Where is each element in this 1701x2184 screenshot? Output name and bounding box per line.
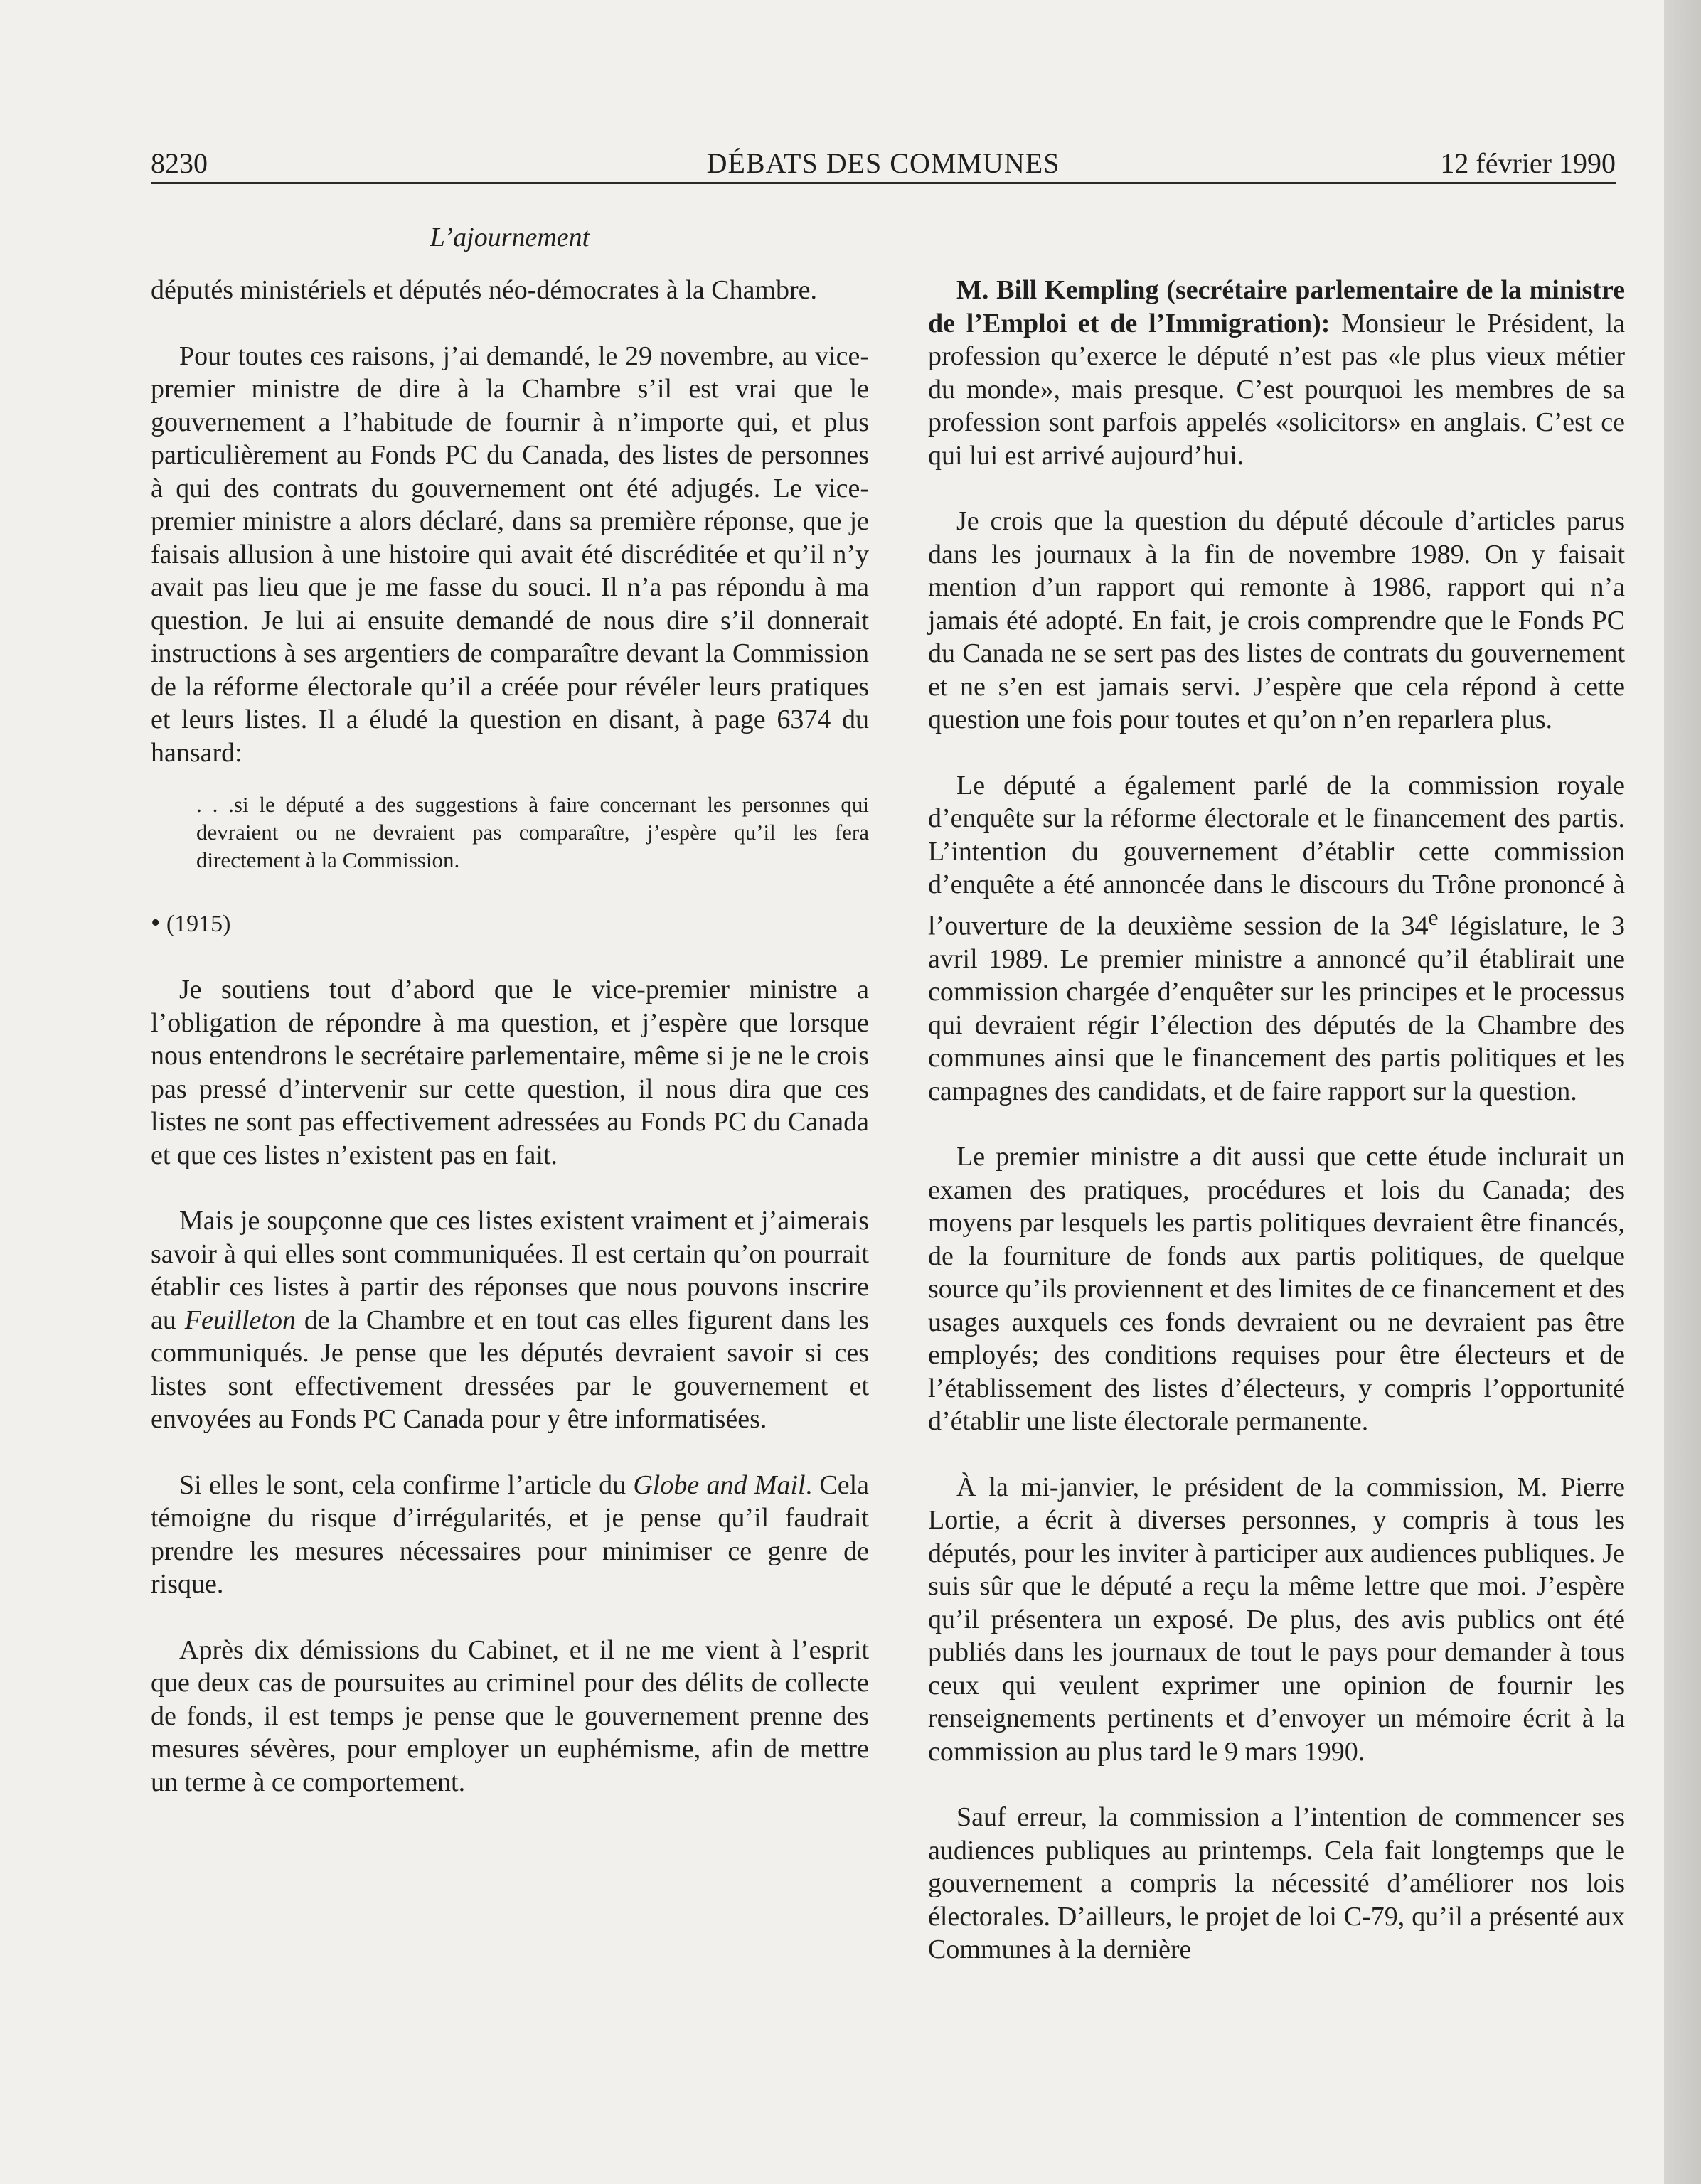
paragraph (928, 274, 1625, 472)
block-quote: . . .si le député a des suggestions à faire concernant les personnes qui devraient ou ne devraient pas comparaître, j’espère qu’il les fera directement à la Commission. (196, 792, 869, 872)
ordinal-superscript: e (1428, 904, 1439, 930)
paragraph: Le premier ministre a dit aussi que cette étude inclurait un examen des pratiques, procédures et lois du Canada; des moyens par lesquels les partis politiques devraient être financés, de la fourniture de fonds aux partis politiques, de quelque source qu’ils proviennent et des limites de ce financement et des usages auxquels ces fonds devraient ou ne devraient pas être employés; des conditions requises pour être électeurs et de l’établissement des listes d’électeurs, y compris l’opportunité d’établir une liste électorale permanente. (928, 1142, 1625, 1437)
paragraph-text: Monsieur le Président, la profession qu’exerce le député n’est pas «le plus vieux métier du monde», mais presque. C’est pourquoi les membres de sa profession sont parfois appelés «solicitors» en anglais. C’est ce qui lui est arrivé aujourd’hui. (928, 308, 1625, 471)
paragraph: À la mi-janvier, le président de la commission, M. Pierre Lortie, a écrit à diverses personnes, y compris à tous les députés, pour les inviter à participer aux audiences publiques. Je suis sûr que le député a reçu la même lettre que moi. J’espère qu’il présentera un exposé. De plus, des avis publics ont été publiés dans les journaux de tout le pays pour demander à tous ceux qui veulent exprimer une opinion de fournir les renseignements pertinents et d’envoyer un mémoire écrit à la commission au plus tard le 9 mars 1990. (928, 1472, 1625, 1767)
paragraph: députés ministériels et députés néo-démocrates à la Chambre. (151, 275, 818, 305)
paragraph-text: de la Chambre et en tout cas elles figurent dans les communiqués. Je pense que les députés devraient savoir si ces listes sont effectivement dressées par le gouvernement et envoyées au Fonds PC Canada pour y être informatisées. (151, 1305, 869, 1434)
right-column (928, 274, 1625, 1966)
left-column (151, 274, 869, 1799)
paragraph: Sauf erreur, la commission a l’intention de commencer ses audiences publiques au printemps. Cela fait longtemps que le gouvernement a compris la nécessité d’améliorer nos lois électorales. D’ailleurs, le projet de loi C-79, qu’il a présenté aux Communes à la dernière (928, 1802, 1625, 1965)
paragraph: Après dix démissions du Cabinet, et il ne me vient à l’esprit que deux cas de poursuites au criminel pour des délits de collecte de fonds, il est temps je pense que le gouvernement prenne des mesures sévères, pour employer un euphémisme, afin de mettre un terme à ce comportement. (151, 1634, 869, 1797)
running-header (151, 145, 1616, 182)
header-date: 12 février 1990 (1440, 147, 1616, 179)
paragraph: Je crois que la question du député découle d’articles parus dans les journaux à la fin de novembre 1989. On y faisait mention d’un rapport qui remonte à 1986, rapport qui n’a jamais été adopté. En fait, je crois comprendre que le Fonds PC du Canada ne se sert pas des listes de contrats du gouvernement et ne s’en est jamais servi. J’espère que cela répond à cette question une fois pour toutes et qu’on n’en reparlera plus. (928, 506, 1625, 734)
paragraph-text: Le député a également parlé de la commission royale d’enquête sur la réforme électorale et le financement des partis. L’intention du gouvernement d’établir cette commission d’enquête a été annoncée dans le discours du Trône prononcé à l’ouverture de la deuxième session de la 34 (928, 770, 1625, 941)
paragraph-text: . Cela témoigne du risque d’irrégularités, et je pense qu’il faudrait prendre les mesures nécessaires pour minimiser ce genre de risque. (151, 1470, 870, 1599)
italic-title: Globe and Mail (633, 1470, 806, 1500)
paragraph (928, 769, 1625, 1108)
bullet-icon: • (151, 908, 161, 938)
page-number: 8230 (151, 147, 208, 179)
paragraph-text: législature, le 3 avril 1989. Le premier ministre a annoncé qu’il établirait une commission chargée d’enquêter sur les principes et le processus qui devraient régir l’élection des députés de la Chambre des communes ainsi que le financement des partis politiques et les campagnes des candidats, et de faire rapport sur la question. (928, 911, 1625, 1106)
section-title: L’ajournement (430, 223, 590, 252)
paragraph (151, 1204, 869, 1436)
paragraph-text: Si elles le sont, cela confirme l’article du (179, 1470, 634, 1500)
page-edge-shadow (1664, 0, 1701, 2184)
italic-title: Feuilleton (184, 1305, 296, 1335)
time-marker-text: (1915) (166, 911, 231, 937)
paragraph-text: Mais je soupçonne que ces listes existent vraiment et j’aimerais savoir à qui elles sont communiquées. Il est certain qu’on pourrait établir ces listes à partir des réponses que nous pouvons inscrire au (151, 1206, 869, 1335)
time-marker (151, 906, 869, 941)
publication-title: DÉBATS DES COMMUNES (706, 147, 1060, 179)
paragraph: Je soutiens tout d’abord que le vice-premier ministre a l’obligation de répondre à ma question, et j’espère que lorsque nous entendrons le secrétaire parlementaire, même si je ne le crois pas pressé d’intervenir sur cette question, il nous dira que ces listes ne sont pas effectivement adressées au Fonds PC du Canada et que ces listes n’existent pas en fait. (151, 975, 869, 1170)
speaker-name: M. Bill Kempling (secrétaire parlementaire de la ministre de l’Emploi et de l’Immigration): (928, 275, 1625, 338)
header-rule (151, 182, 1616, 184)
paragraph (151, 1469, 869, 1601)
paragraph: Pour toutes ces raisons, j’ai demandé, le 29 novembre, au vice-premier ministre de dire à la Chambre s’il est vrai que le gouvernement a l’habitude de fournir à n’importe qui, et plus particulièrement au Fonds PC du Canada, des listes de personnes à qui des contrats du gouvernement ont été adjugés. Le vice-premier ministre a alors déclaré, dans sa première réponse, que je faisais allusion à une histoire qui avait été discréditée et qu’il n’y avait pas lieu que je me fasse du souci. Il n’a pas répondu à ma question. Je lui ai ensuite demandé de nous dire s’il donnerait instructions à ses argentiers de comparaître devant la Commission de la réforme électorale qu’il a créée pour révéler leurs pratiques et leurs listes. Il a éludé la question en disant, à page 6374 du hansard: (151, 341, 869, 768)
